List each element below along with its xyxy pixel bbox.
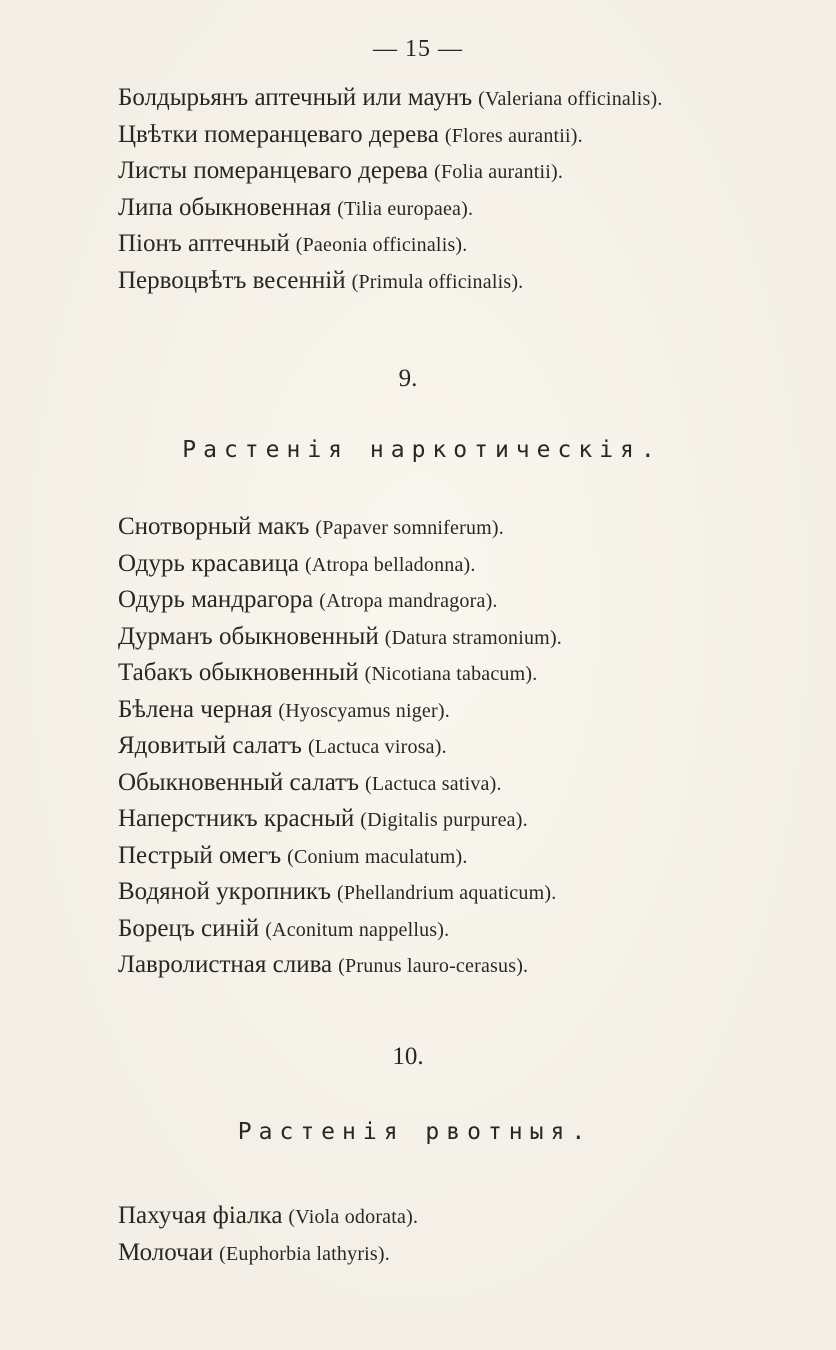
- plant-entry: Обыкновенный салатъ (Lactuca sativa).: [118, 768, 502, 796]
- page-number: — 15 —: [373, 36, 463, 62]
- plant-entry: Одурь мандрагора (Atropa mandragora).: [118, 586, 498, 613]
- section-number: 10.: [392, 1043, 424, 1070]
- section-heading: Растенія наркотическія.: [182, 437, 662, 463]
- plant-entry: Ядовитый салатъ (Lactuca virosa).: [118, 732, 447, 759]
- plant-entry: Водяной укропникъ (Phellandrium aquaticum).: [118, 878, 557, 905]
- plant-list-continued: [118, 80, 663, 299]
- plant-entry: Болдырьянъ аптечный или маунъ (Valeriana officinalis).: [118, 84, 663, 111]
- plant-entry: Борецъ синій (Aconitum nappellus).: [118, 914, 450, 942]
- plant-list-emetic: [118, 1198, 418, 1271]
- plant-entry: Дурманъ обыкновенный (Datura stramonium).: [118, 622, 562, 650]
- plant-entry: Табакъ обыкновенный (Nicotiana tabacum).: [118, 659, 538, 686]
- plant-entry: Піонъ аптечный (Paeonia officinalis).: [118, 230, 468, 257]
- section-heading: Растенія рвотныя.: [237, 1119, 593, 1145]
- plant-entry: Первоцвѣтъ весенній (Primula officinalis).: [118, 266, 524, 294]
- plant-entry: Снотворный макъ (Papaver somniferum).: [118, 513, 504, 540]
- plant-entry: Пахучая фіалка (Viola odorata).: [118, 1202, 419, 1229]
- plant-entry: Бѣлена черная (Hyoscyamus niger).: [118, 695, 450, 723]
- section-number: 9.: [398, 365, 418, 392]
- plant-entry: Одурь красавица (Atropa belladonna).: [118, 549, 476, 577]
- plant-entry: Листы померанцеваго дерева (Folia aurantii).: [118, 157, 564, 184]
- plant-entry: Наперстникъ красный (Digitalis purpurea).: [118, 805, 528, 832]
- plant-entry: Молочаи (Euphorbia lathyris).: [118, 1238, 390, 1266]
- plant-list-narcotic: [118, 509, 562, 984]
- plant-entry: Цвѣтки померанцеваго дерева (Flores aurantii).: [118, 120, 583, 148]
- plant-entry: Липа обыкновенная (Tilia europaea).: [118, 193, 474, 221]
- plant-entry: Пестрый омегъ (Conium maculatum).: [118, 841, 468, 869]
- plant-entry: Лавролистная слива (Prunus lauro-cerasus).: [118, 951, 529, 978]
